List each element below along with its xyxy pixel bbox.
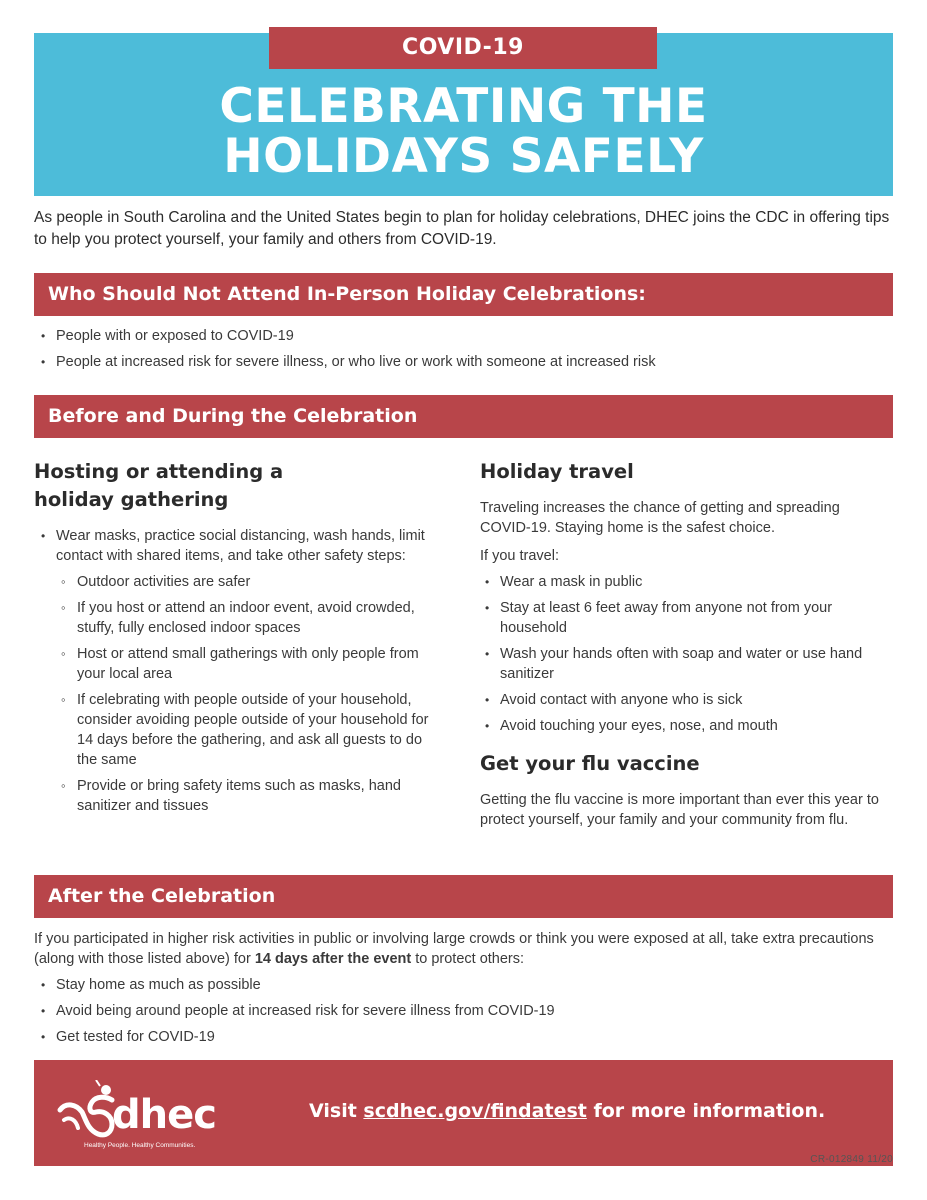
- list-item: • Wash your hands often with soap and water or use hand sanitizer: [480, 644, 892, 684]
- list-item: • Wear a mask in public: [480, 572, 892, 592]
- hosting-heading: [34, 458, 434, 514]
- list-item: • Avoid contact with anyone who is sick: [480, 690, 892, 710]
- findatest-link[interactable]: scdhec.gov/findatest: [363, 1100, 587, 1122]
- who-list: [36, 326, 896, 378]
- travel-intro: Traveling increases the chance of getting and spreading COVID-19. Staying home is the safest choice.: [480, 500, 840, 536]
- hosting-list: [36, 526, 434, 816]
- hero-tag: COVID-19: [269, 27, 657, 69]
- page-title-line-2: HOLIDAYS SAFELY: [223, 129, 704, 184]
- dhec-logo: [56, 1080, 226, 1152]
- footer-message: [309, 1100, 825, 1122]
- sub-list-item: ◦ Host or attend small gatherings with only people from your local area: [56, 644, 434, 684]
- sub-list-item: ◦ If celebrating with people outside of your household, consider avoiding people outside of your household for 14 days before the gathering, and ask all guests to do the same: [56, 690, 434, 770]
- travel-if: If you travel:: [480, 548, 559, 564]
- list-item: [36, 526, 434, 816]
- list-item: • Get tested for COVID-19: [36, 1027, 896, 1047]
- logo-tagline: Healthy People. Healthy Communities.: [84, 1142, 196, 1149]
- hosting-sublist: [56, 572, 434, 816]
- after-paragraph: [34, 929, 894, 969]
- list-item: • Stay at least 6 feet away from anyone not from your household: [480, 598, 892, 638]
- sub-list-item: ◦ Outdoor activities are safer: [56, 572, 434, 592]
- travel-heading: Holiday travel: [480, 460, 634, 483]
- sub-list-item: ◦ Provide or bring safety items such as masks, hand sanitizer and tissues: [56, 776, 434, 816]
- page-title-line-1: CELEBRATING THE: [219, 79, 708, 134]
- after-text-part: If you participated in higher risk activities in public or involving large crowds or think you were exposed at all, take extra precautions (along with those listed above) for: [34, 931, 874, 967]
- logo-wordmark: dhec: [112, 1092, 216, 1138]
- footer-banner: [34, 1060, 893, 1166]
- section-heading-before: Before and During the Celebration: [34, 395, 893, 438]
- list-item: • Avoid being around people at increased risk for severe illness from COVID-19: [36, 1001, 896, 1021]
- travel-list: [480, 572, 892, 736]
- footer-msg-part: Visit: [309, 1100, 364, 1122]
- hosting-heading-line-1: Hosting or attending a: [34, 460, 284, 483]
- after-text-part: to protect others:: [411, 951, 525, 967]
- footer-msg-part: for more information.: [586, 1100, 826, 1122]
- hosting-heading-line-2: holiday gathering: [34, 488, 229, 511]
- list-item: • People with or exposed to COVID-19: [36, 326, 896, 346]
- list-item: • People at increased risk for severe illness, or who live or work with someone at increased risk: [36, 352, 896, 372]
- after-text-bold: 14 days after the event: [254, 951, 412, 967]
- list-item: • Stay home as much as possible: [36, 975, 896, 995]
- page-title: [34, 79, 893, 184]
- list-item: • Avoid touching your eyes, nose, and mouth: [480, 716, 892, 736]
- intro-paragraph: As people in South Carolina and the United States begin to plan for holiday celebrations, DHEC joins the CDC in offering tips to help you protect yourself, your family and others from COVID-19.: [34, 209, 890, 248]
- document-code: CR-012849 11/20: [810, 1154, 893, 1165]
- hosting-column: [34, 458, 434, 822]
- travel-column: [480, 458, 892, 838]
- flu-heading: Get your flu vaccine: [480, 752, 700, 775]
- section-heading-who: Who Should Not Attend In-Person Holiday Celebrations:: [34, 273, 893, 316]
- after-list: [36, 975, 896, 1053]
- flu-text: Getting the flu vaccine is more important than ever this year to protect yourself, your family and your community from flu.: [480, 792, 879, 828]
- section-heading-after: After the Celebration: [34, 875, 893, 918]
- list-item-text: Wear masks, practice social distancing, wash hands, limit contact with shared items, and take other safety steps:: [56, 528, 425, 564]
- sub-list-item: ◦ If you host or attend an indoor event, avoid crowded, stuffy, fully enclosed indoor spaces: [56, 598, 434, 638]
